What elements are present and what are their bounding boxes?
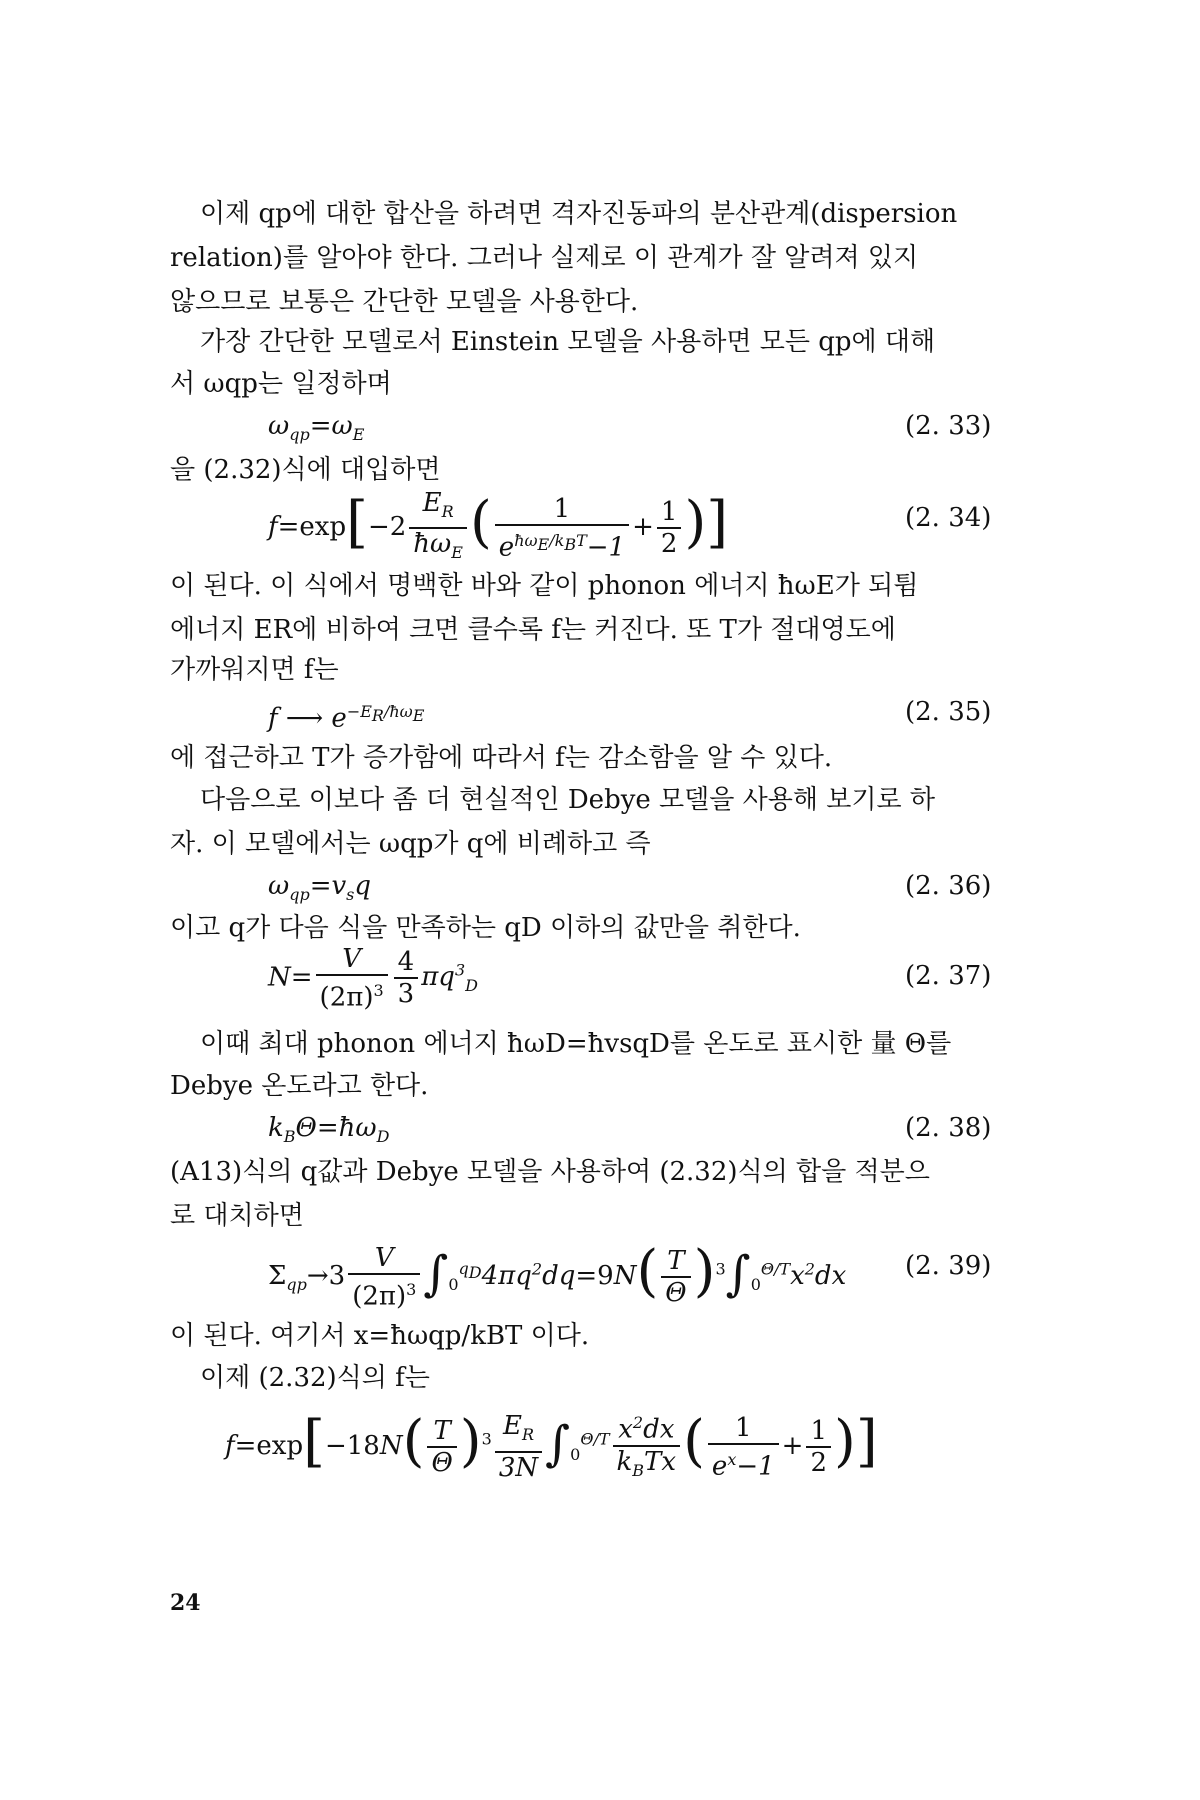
text-line: 서 ωqp는 일정하며 — [170, 369, 392, 399]
text-line: 에 접근하고 T가 증가함에 따라서 f는 감소함을 알 수 있다. — [170, 743, 833, 773]
equation-number: (2. 38) — [905, 1113, 992, 1143]
text-line: 이제 qp에 대한 합산을 하려면 격자진동파의 분산관계(dispersion — [200, 199, 958, 229]
text-line: 자. 이 모델에서는 ωqp가 q에 비례하고 즉 — [170, 829, 651, 859]
text-line: 을 (2.32)식에 대입하면 — [170, 455, 441, 485]
equation-number: (2. 33) — [905, 411, 992, 441]
equation-2-34: f=exp[−2 $\frac{E_R}{ħ\omega_E}$ ( $\frac{1}{e^{ħ\omega_E/k_BT}-1}$ + $\frac{1}{2}$ )] — [268, 488, 729, 563]
equation-2-39: $\Sigma_{qp}\to 3$ $\frac{V}{(2\pi)^3}$ $\int_0^{q_D}4\pi q^2dq=9N$( $\frac{T}{\Theta}$ )$^3\int_0^{\Theta/T}x^2dx$ — [268, 1239, 847, 1312]
text-line: Debye 온도라고 한다. — [170, 1071, 429, 1101]
equation-number: (2. 34) — [905, 503, 992, 533]
equation-2-38: $k_B\Theta=ħ\omega_D$ — [268, 1113, 390, 1147]
equation-2-40: f=exp[−18N( $\frac{T}{\Theta}$ )$^3$ $\frac{E_R}{3N}$ $\int_0^{\Theta/T}$ $\frac{x^2dx}{k_BTx}$ ( $\frac{1}{e^x-1}$ + $\frac{1}{2}$ )] — [225, 1409, 878, 1483]
equation-2-35: f ⟶ $e^{-E_R/ħ\omega_E}$ — [268, 702, 425, 734]
equation-number: (2. 37) — [905, 961, 992, 991]
text-line: relation)를 알아야 한다. 그러나 실제로 이 관계가 잘 알려져 있지 — [170, 243, 919, 273]
equation-number: (2. 35) — [905, 697, 992, 727]
text-line: 이제 (2.32)식의 f는 — [200, 1363, 430, 1393]
page-number: 24 — [170, 1590, 201, 1616]
text-line: 않으므로 보통은 간단한 모델을 사용한다. — [170, 287, 639, 317]
equation-2-37: N= $\frac{V}{(2\pi)^3}$ $\frac{4}{3}$ $\pi q^3_D$ — [268, 944, 478, 1013]
text-line: 가장 간단한 모델로서 Einstein 모델을 사용하면 모든 qp에 대해 — [200, 327, 936, 357]
equation-2-33: $\omega_{qp}=\omega_E$ — [268, 411, 365, 445]
equation-number: (2. 36) — [905, 871, 992, 901]
text-line: (A13)식의 q값과 Debye 모델을 사용하여 (2.32)식의 합을 적분으 — [170, 1157, 930, 1187]
text-line: 이 된다. 이 식에서 명백한 바와 같이 phonon 에너지 ħωE가 되튐 — [170, 571, 919, 601]
text-line: 다음으로 이보다 좀 더 현실적인 Debye 모델을 사용해 보기로 하 — [200, 785, 936, 815]
text-line: 이 된다. 여기서 x=ħωqp/kBT 이다. — [170, 1321, 590, 1351]
equation-number: (2. 39) — [905, 1251, 992, 1281]
text-line: 에너지 ER에 비하여 크면 클수록 f는 커진다. 또 T가 절대영도에 — [170, 615, 896, 645]
text-line: 로 대치하면 — [170, 1201, 304, 1231]
equation-2-36: $\omega_{qp}=v_sq$ — [268, 871, 372, 905]
text-line: 이고 q가 다음 식을 만족하는 qD 이하의 값만을 취한다. — [170, 913, 801, 943]
text-line: 가까워지면 f는 — [170, 655, 339, 685]
text-line: 이때 최대 phonon 에너지 ħωD=ħvsqD를 온도로 표시한 量 Θ를 — [200, 1029, 952, 1059]
